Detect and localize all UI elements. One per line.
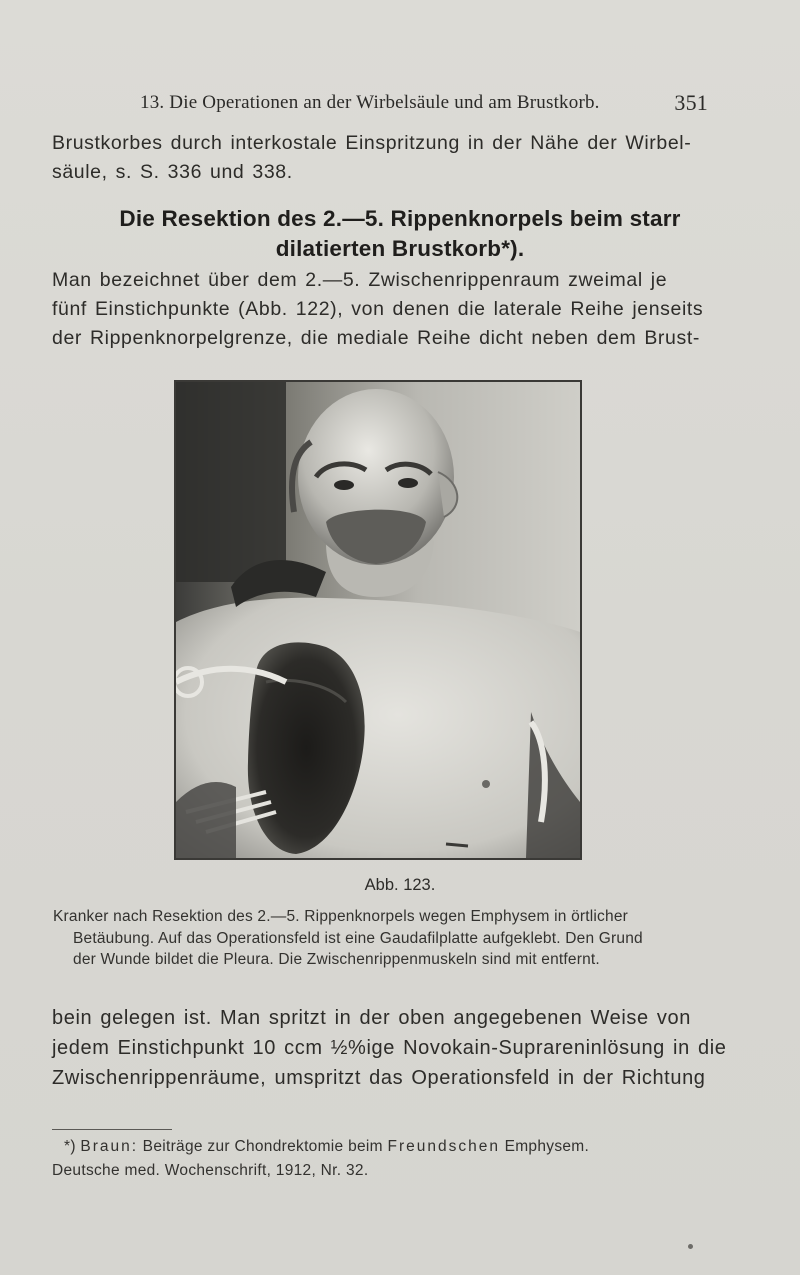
footnote-text: Beiträge zur Chondrektomie beim <box>138 1138 388 1155</box>
paragraph-line <box>52 1033 727 1063</box>
section-heading <box>40 204 760 264</box>
patient-photo-illustration <box>176 382 580 858</box>
paragraph-line: Man bezeichnet über dem 2.—5. Zwischenrippenraum zweimal je <box>52 269 668 291</box>
dark-backdrop <box>176 382 286 582</box>
running-head <box>140 92 708 116</box>
paragraph-line: bein gelegen ist. Man spritzt in der oben angegebenen Weise von <box>52 1007 691 1029</box>
paragraph-text: jedem Einstichpunkt 10 ccm <box>52 1037 331 1059</box>
torso <box>176 598 580 858</box>
paragraph-line: säule, s. S. 336 und 338. <box>52 161 293 183</box>
footnote <box>52 1135 732 1183</box>
paper-speck <box>688 1244 693 1249</box>
paragraph-line: der Rippenknorpelgrenze, die mediale Reihe dicht neben dem Brust- <box>52 327 700 349</box>
paragraph-line: fünf Einstichpunkte (Abb. 122), von denen die laterale Reihe jenseits <box>52 298 704 320</box>
footnote-marker: *) <box>64 1138 81 1155</box>
footnote-line <box>52 1135 732 1159</box>
footnote-divider <box>52 1129 172 1130</box>
footnote-line: Deutsche med. Wochenschrift, 1912, Nr. 32. <box>52 1162 369 1179</box>
paragraph-continuation <box>52 129 712 187</box>
paragraph-line: Brustkorbes durch interkostale Einspritzung in der Nähe der Wirbel- <box>52 132 692 154</box>
figure-photograph <box>174 380 582 860</box>
section-heading-line: dilatierten Brustkorb*). <box>275 236 525 261</box>
right-eye <box>398 478 418 488</box>
caption-line: der Wunde bildet die Pleura. Die Zwischenrippenmuskeln sind mit entfernt. <box>73 951 600 968</box>
skin-mark <box>482 780 490 788</box>
caption-line: Betäubung. Auf das Operationsfeld ist eine Gaudafilplatte aufgeklebt. Den Grund <box>73 929 643 947</box>
paragraph-continued <box>52 1003 727 1093</box>
footnote-text: Emphysem. <box>499 1138 590 1155</box>
paragraph-line: Zwischenrippenräume, umspritzt das Operationsfeld in der Richtung <box>52 1067 706 1089</box>
footnote-eponym: Freundschen <box>387 1138 500 1155</box>
figure-label: Abb. 123. <box>364 876 436 894</box>
skin-mark <box>446 844 468 846</box>
paragraph-intro <box>52 266 712 353</box>
page-number: 351 <box>674 90 708 115</box>
footnote-author: Braun: <box>80 1138 139 1155</box>
section-heading-line: Die Resektion des 2.—5. Rippenknorpels beim starr <box>119 206 681 231</box>
running-head-title: 13. Die Operationen an der Wirbelsäule und am Brustkorb. <box>140 92 600 113</box>
figure-caption <box>53 906 713 971</box>
caption-line: Kranker nach Resektion des 2.—5. Rippenknorpels wegen Emphysem in örtlicher <box>53 908 629 925</box>
paragraph-text: ige Novokain-Suprareninlösung in die <box>366 1037 727 1059</box>
left-eye <box>334 480 354 490</box>
fraction-percent: ½% <box>330 1037 367 1059</box>
